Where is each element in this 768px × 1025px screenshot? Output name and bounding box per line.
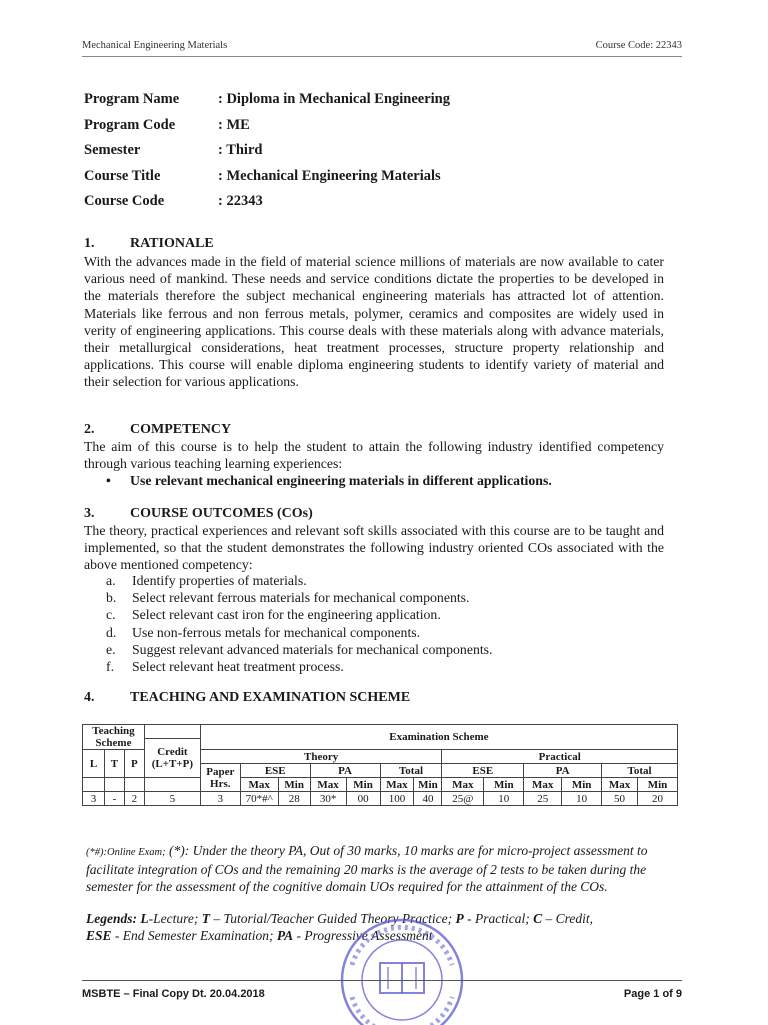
section-number: 1. (84, 236, 95, 251)
section-heading-competency (84, 422, 231, 438)
theory-total-header: Total (380, 764, 442, 778)
credit-spacer (144, 725, 200, 739)
min-header: Min (638, 778, 678, 792)
section-number: 3. (84, 506, 95, 521)
legend-title: Legends: (86, 911, 137, 926)
min-header: Min (346, 778, 380, 792)
info-value: : ME (218, 116, 250, 133)
max-header: Max (380, 778, 414, 792)
max-header: Max (240, 778, 278, 792)
course-outcomes-list (106, 573, 493, 676)
table-cell: 00 (346, 792, 380, 806)
info-row-course-code (84, 193, 604, 219)
legend-key: ESE (86, 927, 112, 943)
practical-total-header: Total (602, 764, 678, 778)
max-header: Max (310, 778, 346, 792)
scheme-table (82, 724, 678, 806)
info-value: : 22343 (218, 193, 263, 209)
p-header: P (124, 750, 144, 778)
t-header: T (104, 750, 124, 778)
legend-key: PA (276, 927, 294, 943)
legend-text: - Practical; (463, 911, 534, 926)
table-cell: 25 (524, 792, 562, 806)
legend-key: T (201, 911, 210, 926)
header-course-code: Course Code: 22343 (595, 40, 682, 51)
theory-header: Theory (200, 750, 442, 764)
section-heading-outcomes (84, 506, 313, 522)
competency-bullet (106, 473, 552, 489)
list-item: c. Select relevant cast iron for the engineering application. (106, 607, 441, 623)
table-cell: 10 (484, 792, 524, 806)
running-header (82, 40, 682, 57)
legend-text: -Lecture; (148, 911, 202, 926)
bullet-text: Use relevant mechanical engineering materials in different applications. (130, 473, 552, 488)
l-spacer (83, 778, 105, 792)
list-item: d. Use non-ferrous metals for mechanical components. (106, 624, 421, 640)
teaching-scheme-header: Teaching Scheme (83, 725, 145, 750)
theory-pa-header: PA (310, 764, 380, 778)
info-value: : Third (218, 142, 263, 158)
board-seal-icon (322, 905, 482, 1025)
section-heading-scheme (84, 690, 410, 706)
max-header: Max (442, 778, 484, 792)
p-spacer (124, 778, 144, 792)
list-item: a. Identify properties of materials. (106, 573, 307, 588)
table-cell: 10 (562, 792, 602, 806)
legend-key: L (140, 911, 149, 926)
section-title: RATIONALE (130, 236, 214, 251)
info-label: Course Code (84, 193, 165, 209)
legend-text: - Progressive Assessment (293, 927, 433, 943)
practical-ese-header: ESE (442, 764, 524, 778)
practical-pa-header: PA (524, 764, 602, 778)
legend-text: – Credit, (542, 911, 593, 926)
max-header: Max (602, 778, 638, 792)
info-row-program-name (84, 91, 604, 117)
table-cell: 20 (638, 792, 678, 806)
min-header: Min (414, 778, 442, 792)
table-cell: 40 (414, 792, 442, 806)
list-item: e. Suggest relevant advanced materials for mechanical components. (106, 641, 493, 657)
bullet-icon: • (106, 473, 111, 488)
legend-key: C (533, 911, 543, 926)
footer-copy-date: MSBTE – Final Copy Dt. 20.04.2018 (82, 988, 265, 1000)
credit-spacer-2 (144, 778, 200, 792)
header-course-name: Mechanical Engineering Materials (82, 40, 228, 51)
table-cell: 2 (124, 792, 144, 806)
list-item: b. Select relevant ferrous materials for mechanical components. (106, 590, 470, 606)
section-title: TEACHING AND EXAMINATION SCHEME (130, 690, 411, 705)
section-title: COMPETENCY (130, 422, 232, 437)
info-row-course-title (84, 168, 604, 194)
table-cell: 3 (83, 792, 105, 806)
note-text: (*): Under the theory PA, Out of 30 marks, 10 marks are for micro-project assessment to facilitate integration of COs and the remaining 20 marks is the average of 2 tests to be taken during the semester for the assessment of the cognitive domain UOs required for the attainment of the COs. (86, 843, 648, 894)
theory-ese-header: ESE (240, 764, 310, 778)
credit-header: Credit (L+T+P) (144, 739, 200, 778)
table-cell: 30* (310, 792, 346, 806)
min-header: Min (484, 778, 524, 792)
competency-text: The aim of this course is to help the student to attain the following industry identified competency through various teaching learning experiences: (84, 439, 664, 472)
paper-hrs-header: Paper Hrs. (200, 764, 240, 792)
info-value: : Diploma in Mechanical Engineering (218, 91, 450, 107)
section-number: 2. (84, 422, 95, 437)
program-info-table (84, 91, 604, 219)
min-header: Min (278, 778, 310, 792)
table-cell: - (104, 792, 124, 806)
l-header: L (83, 750, 105, 778)
info-label: Program Name (84, 91, 180, 107)
legend-key: P (455, 911, 464, 926)
table-cell: 50 (602, 792, 638, 806)
table-cell: 70*#^ (240, 792, 278, 806)
table-row (83, 792, 678, 806)
info-label: Program Code (84, 116, 176, 133)
table-cell: 5 (144, 792, 200, 806)
page-footer (82, 980, 682, 1000)
info-value: : Mechanical Engineering Materials (218, 167, 441, 184)
info-label: Course Title (84, 167, 161, 184)
section-heading-rationale (84, 236, 214, 252)
note-prefix: (*#):Online Exam; (86, 847, 166, 858)
info-label: Semester (84, 142, 141, 158)
max-header: Max (524, 778, 562, 792)
table-cell: 100 (380, 792, 414, 806)
exam-scheme-header: Examination Scheme (200, 725, 677, 750)
scheme-note (86, 843, 666, 895)
table-cell: 25@ (442, 792, 484, 806)
outcomes-text: The theory, practical experiences and relevant soft skills associated with this course are to be taught and implemented, so that the student demonstrates the following industry oriented COs associated with the above mentioned competency: (84, 523, 664, 573)
info-row-program-code (84, 117, 604, 143)
practical-header: Practical (442, 750, 678, 764)
section-title: COURSE OUTCOMES (COs) (130, 506, 313, 521)
min-header: Min (562, 778, 602, 792)
section-number: 4. (84, 690, 95, 705)
table-cell: 28 (278, 792, 310, 806)
legend-text: - End Semester Examination; (111, 927, 277, 943)
footer-page-number: Page 1 of 9 (623, 988, 682, 1000)
table-cell: 3 (200, 792, 240, 806)
list-item: f. Select relevant heat treatment process. (106, 658, 344, 674)
info-row-semester (84, 142, 604, 168)
legend-text: – Tutorial/Teacher Guided Theory Practice; (209, 911, 456, 926)
t-spacer (104, 778, 124, 792)
rationale-text: With the advances made in the field of material science millions of materials are now available to cater various need of mankind. These needs and service conditions dictate the properties to be developed in the materials therefore the subject mechanical engineering materials has attracted lot of attention. Materials like ferrous and non ferrous metals, polymer, ceramics and composites are widely used in verity of engineering applications. This course deals with these materials along with advance materials, their metallurgical considerations, heat treatment processes, structure property relationship and applications. This course will enable diploma engineering students to identify variety of material and their selection for various applications. (84, 254, 664, 390)
